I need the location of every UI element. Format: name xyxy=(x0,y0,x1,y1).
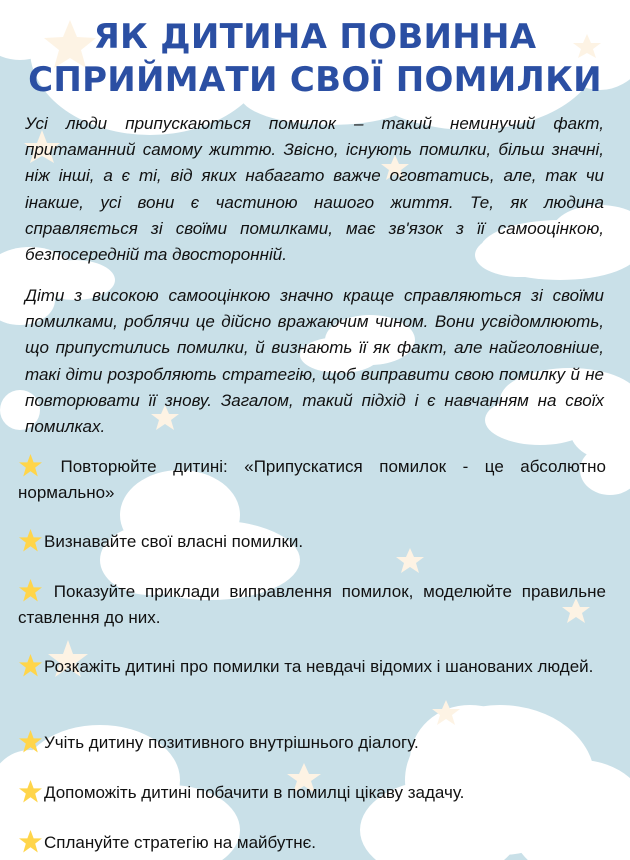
tip-item xyxy=(18,729,606,756)
tip-item xyxy=(18,453,606,506)
tip-text: Сплануйте стратегію на майбутнє. xyxy=(44,833,316,852)
star-icon xyxy=(18,528,43,553)
title-line-2: СПРИЙМАТИ СВОЇ ПОМИЛКИ xyxy=(28,60,602,100)
star-icon xyxy=(18,453,43,478)
star-icon xyxy=(18,729,43,754)
intro-paragraph: Усі люди припускаються помилок – такий неминучий факт, притаманний самому життю. Звісно, існують помилки, більш значні, ніж інші, а є ті, від яких набагато важче оговтатись, але, так чи інакше, усі вони є частиною нашого життя. Те, як людина справляється зі своїми помилками, має зв'язок з її самооцінкою, безпосередній та двосторонній. xyxy=(25,114,604,265)
tip-item xyxy=(18,578,606,631)
tip-item xyxy=(18,829,606,856)
tip-text: Розкажіть дитині про помилки та невдачі відомих і шанованих людей. xyxy=(44,657,594,676)
page-title xyxy=(0,16,630,102)
tip-text: Повторюйте дитині: «Припускатися помилок - це абсолютно нормально» xyxy=(18,457,606,502)
tip-item xyxy=(18,528,606,555)
star-icon xyxy=(18,829,43,854)
star-icon xyxy=(18,779,43,804)
self-esteem-paragraph: Діти з високою самооцінкою значно краще справляються зі своїми помилками, роблячи це дійсно вражаючим чином. Вони усвідомлюють, що припустились помилки, й визнають її як факт, але найголовніше, такі діти розробляють стратегію, щоб виправити свою помилку й не повторювати її знову. Загалом, такий підхід і є навчанням на своїх помилках. xyxy=(25,286,604,437)
star-icon xyxy=(18,653,43,678)
star-icon xyxy=(18,578,43,603)
tip-item xyxy=(18,779,606,806)
tip-text: Допоможіть дитині побачити в помилці цікаву задачу. xyxy=(44,783,465,802)
tip-text: Показуйте приклади виправлення помилок, моделюйте правильне ставлення до них. xyxy=(18,582,606,627)
tip-item xyxy=(18,653,606,680)
tip-text: Учіть дитину позитивного внутрішнього діалогу. xyxy=(44,733,419,752)
title-line-1: ЯК ДИТИНА ПОВИННА xyxy=(93,17,537,57)
tip-text: Визнавайте свої власні помилки. xyxy=(44,532,304,551)
